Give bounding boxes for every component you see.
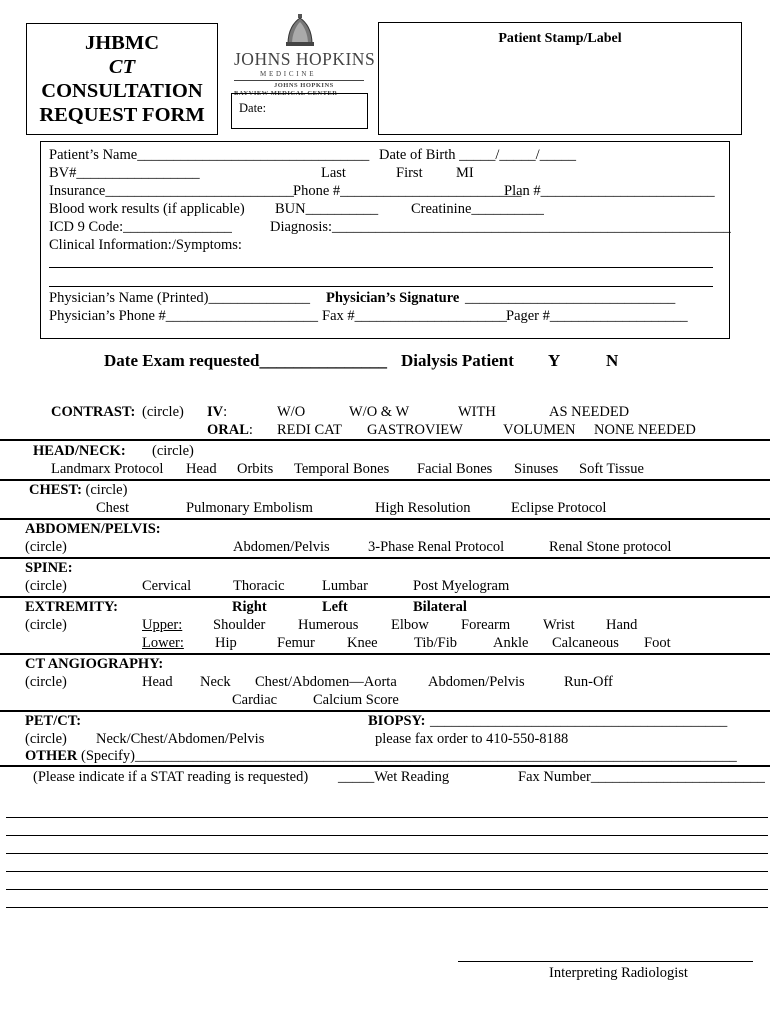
- creatinine-field[interactable]: Creatinine__________: [411, 201, 544, 217]
- option-forearm[interactable]: Forearm: [461, 617, 511, 633]
- bun-field[interactable]: BUN__________: [275, 201, 379, 217]
- option-calcium-score[interactable]: Calcium Score: [313, 692, 399, 708]
- form-title: [26, 31, 218, 127]
- phone-field[interactable]: Phone #_________________________: [293, 183, 522, 199]
- first-label: First: [396, 165, 423, 181]
- oral-option-gastroview[interactable]: GASTROVIEW: [367, 422, 463, 438]
- oral-label: ORAL:: [207, 422, 253, 438]
- patient-name-field[interactable]: Patient’s Name________________________________: [49, 147, 370, 163]
- option-ankle[interactable]: Ankle: [493, 635, 529, 651]
- iv-option-wo-w[interactable]: W/O & W: [349, 404, 410, 420]
- lower-label: Lower:: [142, 635, 184, 651]
- pager-field[interactable]: Pager #___________________: [506, 308, 688, 324]
- plan-field[interactable]: Plan #________________________: [504, 183, 715, 199]
- head-neck-circle-hint: (circle): [152, 443, 194, 459]
- dome-icon: [230, 12, 370, 48]
- option-angio-abdomen-pelvis[interactable]: Abdomen/Pelvis: [428, 674, 525, 690]
- option-eclipse-protocol[interactable]: Eclipse Protocol: [511, 500, 607, 516]
- title-line-2: CT: [108, 56, 136, 78]
- insurance-field[interactable]: Insurance__________________________: [49, 183, 294, 199]
- divider: [0, 518, 770, 520]
- physician-signature-label: Physician’s Signature: [326, 290, 460, 306]
- option-landmarx-protocol[interactable]: Landmarx Protocol: [51, 461, 164, 477]
- option-shoulder[interactable]: Shoulder: [213, 617, 266, 633]
- oral-option-volumen[interactable]: VOLUMEN: [503, 422, 576, 438]
- notes-line-4[interactable]: [6, 871, 768, 872]
- dialysis-yes-option[interactable]: Y: [548, 351, 561, 370]
- icd-field[interactable]: ICD 9 Code:_______________: [49, 219, 232, 235]
- option-femur[interactable]: Femur: [277, 635, 315, 651]
- option-neck-chest-abdomen-pelvis[interactable]: Neck/Chest/Abdomen/Pelvis: [96, 731, 265, 747]
- divider: [0, 479, 770, 481]
- option-high-resolution[interactable]: High Resolution: [375, 500, 471, 516]
- iv-option-with[interactable]: WITH: [458, 404, 496, 420]
- option-humerous[interactable]: Humerous: [298, 617, 359, 633]
- option-wrist[interactable]: Wrist: [543, 617, 575, 633]
- option-calcaneous[interactable]: Calcaneous: [552, 635, 619, 651]
- wet-reading-field[interactable]: _____Wet Reading: [338, 769, 450, 785]
- option-hip[interactable]: Hip: [215, 635, 237, 651]
- option-post-myelogram[interactable]: Post Myelogram: [413, 578, 510, 594]
- ct-angiography-label: CT ANGIOGRAPHY:: [25, 656, 164, 672]
- option-tib-fib[interactable]: Tib/Fib: [414, 635, 457, 651]
- clinical-line-2[interactable]: [49, 286, 713, 287]
- date-exam-requested-field[interactable]: Date Exam requested_______________: [104, 351, 387, 370]
- johns-hopkins-logo: [230, 12, 376, 97]
- option-pulmonary-embolism[interactable]: Pulmonary Embolism: [186, 500, 313, 516]
- pet-ct-label: PET/CT:: [25, 713, 82, 729]
- other-specify-field[interactable]: OTHER (Specify)___________________________________________________________________________________: [25, 748, 737, 764]
- option-run-off[interactable]: Run-Off: [564, 674, 613, 690]
- patient-stamp-label: Patient Stamp/Label: [498, 31, 622, 46]
- divider: [0, 596, 770, 598]
- option-orbits[interactable]: Orbits: [237, 461, 274, 477]
- bv-field[interactable]: BV#_________________: [49, 165, 200, 181]
- dialysis-label: Dialysis Patient: [401, 351, 514, 370]
- notes-line-3[interactable]: [6, 853, 768, 854]
- chest-label: CHEST: (circle): [29, 482, 128, 498]
- notes-line-2[interactable]: [6, 835, 768, 836]
- abdomen-circle-hint: (circle): [25, 539, 67, 555]
- physician-signature-line[interactable]: _____________________________: [465, 290, 676, 306]
- dob-field[interactable]: Date of Birth _____/_____/_____: [379, 147, 576, 163]
- divider: [0, 765, 770, 767]
- logo-sub-jh: JOHNS HOPKINS: [274, 82, 334, 89]
- mi-label: MI: [456, 165, 474, 181]
- extremity-circle-hint: (circle): [25, 617, 67, 633]
- option-abdomen-pelvis[interactable]: Abdomen/Pelvis: [233, 539, 330, 555]
- option-head[interactable]: Head: [186, 461, 217, 477]
- option-facial-bones[interactable]: Facial Bones: [417, 461, 493, 477]
- dialysis-no-option[interactable]: N: [606, 351, 619, 370]
- physician-name-field[interactable]: Physician’s Name (Printed)______________: [49, 290, 310, 306]
- option-hand[interactable]: Hand: [606, 617, 638, 633]
- clinical-line-1[interactable]: [49, 267, 713, 268]
- option-thoracic[interactable]: Thoracic: [233, 578, 285, 594]
- option-renal-stone[interactable]: Renal Stone protocol: [549, 539, 672, 555]
- option-bilateral[interactable]: Bilateral: [413, 599, 467, 615]
- stat-reading-note: (Please indicate if a STAT reading is requested): [33, 769, 309, 785]
- option-knee[interactable]: Knee: [347, 635, 378, 651]
- bloodwork-label: Blood work results (if applicable): [49, 201, 245, 217]
- divider: [0, 653, 770, 655]
- biopsy-label: BIOPSY:: [368, 713, 426, 729]
- biopsy-line[interactable]: _________________________________________: [430, 713, 728, 729]
- contrast-circle-hint: (circle): [142, 404, 184, 420]
- radiologist-signature-line[interactable]: [458, 961, 753, 962]
- option-cardiac[interactable]: Cardiac: [232, 692, 278, 708]
- contrast-label: CONTRAST:: [51, 404, 136, 420]
- option-3-phase-renal[interactable]: 3-Phase Renal Protocol: [368, 539, 505, 555]
- physician-phone-field[interactable]: Physician’s Phone #_____________________: [49, 308, 319, 324]
- clinical-label: Clinical Information:/Symptoms:: [49, 237, 242, 253]
- option-angio-neck[interactable]: Neck: [200, 674, 231, 690]
- logo-sub-medicine: M E D I C I N E: [260, 70, 314, 78]
- title-line-1: JHBMC: [84, 32, 160, 54]
- title-line-3: CONSULTATION: [41, 80, 203, 102]
- option-right[interactable]: Right: [232, 599, 267, 615]
- option-lumbar[interactable]: Lumbar: [322, 578, 368, 594]
- abdomen-pelvis-label: ABDOMEN/PELVIS:: [25, 521, 161, 537]
- divider: [0, 439, 770, 441]
- interpreting-radiologist-label: Interpreting Radiologist: [549, 965, 688, 981]
- extremity-label: EXTREMITY:: [25, 599, 118, 615]
- iv-option-as-needed[interactable]: AS NEEDED: [549, 404, 630, 420]
- divider: [0, 710, 770, 712]
- diagnosis-field[interactable]: Diagnosis:_______________________________________________________: [270, 219, 731, 235]
- oral-option-none-needed[interactable]: NONE NEEDED: [594, 422, 696, 438]
- logo-sub-bayview: BAYVIEW MEDICAL CENTER: [234, 90, 338, 97]
- last-label: Last: [321, 165, 346, 181]
- option-soft-tissue[interactable]: Soft Tissue: [579, 461, 644, 477]
- divider: [0, 557, 770, 559]
- option-chest-abdomen-aorta[interactable]: Chest/Abdomen—Aorta: [255, 674, 397, 690]
- option-elbow[interactable]: Elbow: [391, 617, 429, 633]
- option-foot[interactable]: Foot: [644, 635, 671, 651]
- angiography-circle-hint: (circle): [25, 674, 67, 690]
- date-label: Date:: [239, 101, 267, 115]
- petct-circle-hint: (circle): [25, 731, 67, 747]
- title-line-4: REQUEST FORM: [39, 104, 205, 126]
- notes-line-1[interactable]: [6, 817, 768, 818]
- iv-option-wo[interactable]: W/O: [277, 404, 306, 420]
- option-cervical[interactable]: Cervical: [142, 578, 192, 594]
- option-left[interactable]: Left: [322, 599, 348, 615]
- upper-label: Upper:: [142, 617, 183, 633]
- fax-number-field[interactable]: Fax Number________________________: [518, 769, 765, 785]
- spine-circle-hint: (circle): [25, 578, 67, 594]
- option-chest[interactable]: Chest: [96, 500, 130, 516]
- logo-name: JOHNS HOPKINS: [234, 49, 376, 69]
- fax-field[interactable]: Fax #_____________________: [322, 308, 507, 324]
- option-sinuses[interactable]: Sinuses: [514, 461, 559, 477]
- spine-label: SPINE:: [25, 560, 73, 576]
- notes-line-6[interactable]: [6, 907, 768, 908]
- option-temporal-bones[interactable]: Temporal Bones: [294, 461, 390, 477]
- option-angio-head[interactable]: Head: [142, 674, 173, 690]
- oral-option-redi-cat[interactable]: REDI CAT: [277, 422, 342, 438]
- head-neck-label: HEAD/NECK:: [33, 443, 126, 459]
- notes-line-5[interactable]: [6, 889, 768, 890]
- biopsy-fax-note: please fax order to 410-550-8188: [375, 731, 569, 747]
- iv-label: IV:: [207, 404, 228, 420]
